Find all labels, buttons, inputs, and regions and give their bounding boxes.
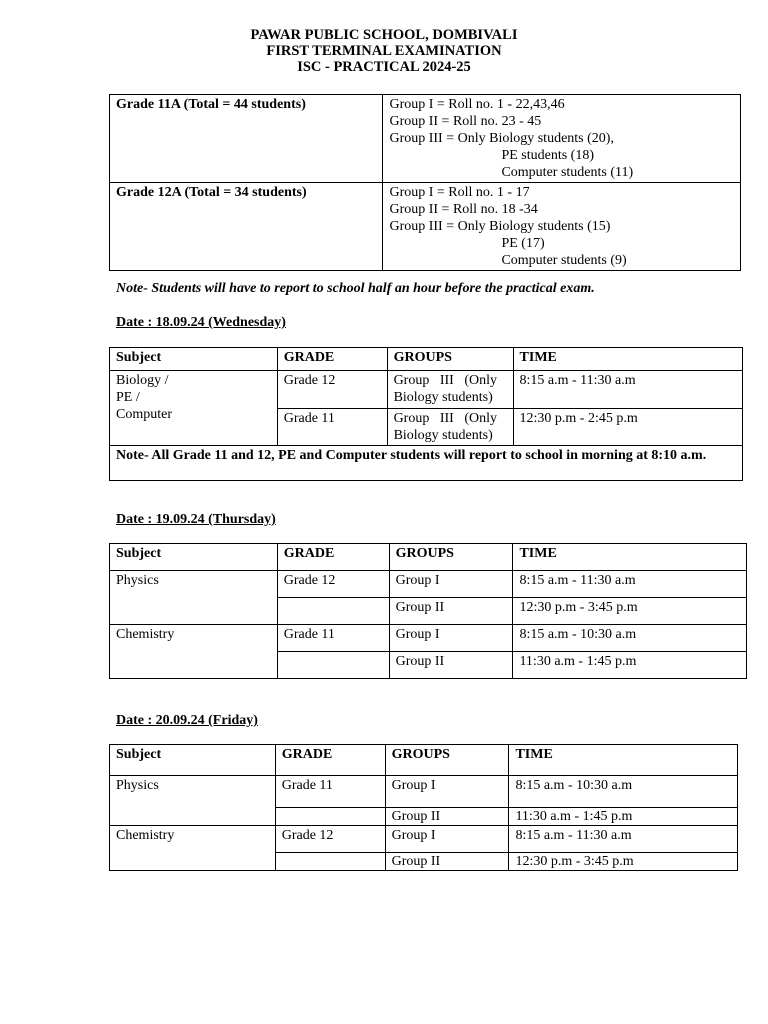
- date-heading: Date : 20.09.24 (Friday): [116, 713, 258, 728]
- group-line: Group II = Roll no. 23 - 45: [389, 114, 542, 129]
- group-cell: Group II: [389, 598, 513, 625]
- col-grade: GRADE: [277, 348, 387, 371]
- group-cell: [387, 371, 513, 409]
- time-cell: 12:30 p.m - 2:45 p.m: [513, 409, 742, 446]
- table-note-row: [110, 446, 743, 481]
- grade-cell: [277, 652, 389, 679]
- group-line: Group III (Only: [393, 411, 497, 426]
- group-cell: Group I: [385, 826, 509, 853]
- table-header-row: [110, 348, 743, 371]
- grade-cell: Grade 11: [277, 409, 387, 446]
- subject-cell: Physics: [110, 776, 276, 826]
- group-line: Computer students (9): [501, 253, 627, 268]
- table-header-row: [110, 745, 738, 776]
- subject-cell: Physics: [110, 571, 278, 625]
- table-row: [110, 95, 741, 183]
- schedule-table-day2: [109, 543, 747, 679]
- group-line: PE (17): [501, 236, 545, 251]
- col-subject: Subject: [110, 745, 276, 776]
- group-line: PE students (18): [501, 148, 595, 163]
- group-line: Group III (Only: [393, 373, 497, 388]
- date-heading: Date : 18.09.24 (Wednesday): [116, 315, 286, 330]
- exam-title: FIRST TERMINAL EXAMINATION: [266, 43, 502, 59]
- time-cell: 8:15 a.m - 11:30 a.m: [513, 571, 747, 598]
- grade-cell: Grade 11: [277, 625, 389, 652]
- grade11-groups: [383, 95, 741, 183]
- group-line: Group I = Roll no. 1 - 17: [389, 185, 530, 200]
- grade-cell: Grade 12: [277, 371, 387, 409]
- group-cell: Group II: [389, 652, 513, 679]
- col-groups: GROUPS: [385, 745, 509, 776]
- document-header: [0, 27, 768, 75]
- time-cell: 11:30 a.m - 1:45 p.m: [513, 652, 747, 679]
- table-header-row: [110, 544, 747, 571]
- date-heading: Date : 19.09.24 (Thursday): [116, 512, 276, 527]
- time-cell: 12:30 p.m - 3:45 p.m: [513, 598, 747, 625]
- grade-cell: Grade 12: [275, 826, 385, 853]
- table-row: [110, 776, 738, 808]
- col-groups: GROUPS: [389, 544, 513, 571]
- col-subject: Subject: [110, 348, 278, 371]
- col-time: TIME: [513, 348, 742, 371]
- grade-cell: [275, 808, 385, 826]
- practical-title: ISC - PRACTICAL 2024-25: [297, 59, 471, 75]
- time-cell: 8:15 a.m - 11:30 a.m: [509, 826, 738, 853]
- group-line: Computer students (11): [501, 165, 634, 180]
- table-row: [110, 183, 741, 271]
- grade11-label: Grade 11A (Total = 44 students): [110, 95, 383, 183]
- col-grade: GRADE: [277, 544, 389, 571]
- schedule-table-day1: [109, 347, 743, 481]
- group-line: Biology students): [393, 428, 493, 443]
- group-line: Group I = Roll no. 1 - 22,43,46: [389, 97, 565, 112]
- grade-cell: Grade 11: [275, 776, 385, 808]
- group-cell: [387, 409, 513, 446]
- morning-note: Note- All Grade 11 and 12, PE and Computer students will report to school in morning at 8:10 a.m.: [110, 446, 743, 481]
- grade12-groups: [383, 183, 741, 271]
- group-line: Biology students): [393, 390, 493, 405]
- school-name: PAWAR PUBLIC SCHOOL, DOMBIVALI: [250, 27, 518, 43]
- grade-cell: Grade 12: [277, 571, 389, 598]
- subject-cell: Chemistry: [110, 826, 276, 871]
- groups-table: [109, 94, 741, 271]
- grade-cell: [277, 598, 389, 625]
- group-cell: Group II: [385, 853, 509, 871]
- group-cell: Group I: [385, 776, 509, 808]
- grade-cell: [275, 853, 385, 871]
- time-cell: 8:15 a.m - 10:30 a.m: [509, 776, 738, 808]
- col-time: TIME: [513, 544, 747, 571]
- grade12-label: Grade 12A (Total = 34 students): [110, 183, 383, 271]
- table-row: [110, 571, 747, 598]
- group-cell: Group I: [389, 571, 513, 598]
- col-grade: GRADE: [275, 745, 385, 776]
- time-cell: 8:15 a.m - 10:30 a.m: [513, 625, 747, 652]
- table-row: [110, 826, 738, 853]
- time-cell: 12:30 p.m - 3:45 p.m: [509, 853, 738, 871]
- group-line: Group II = Roll no. 18 -34: [389, 202, 538, 217]
- group-cell: Group II: [385, 808, 509, 826]
- subject-line: PE /: [116, 390, 140, 405]
- time-cell: 8:15 a.m - 11:30 a.m: [513, 371, 742, 409]
- table-row: [110, 371, 743, 409]
- subject-cell: Chemistry: [110, 625, 278, 679]
- col-time: TIME: [509, 745, 738, 776]
- group-line: Group III = Only Biology students (15): [389, 219, 611, 234]
- col-subject: Subject: [110, 544, 278, 571]
- group-line: Group III = Only Biology students (20),: [389, 131, 614, 146]
- time-cell: 11:30 a.m - 1:45 p.m: [509, 808, 738, 826]
- subject-line: Biology /: [116, 373, 169, 388]
- schedule-table-day3: [109, 744, 738, 871]
- col-groups: GROUPS: [387, 348, 513, 371]
- group-cell: Group I: [389, 625, 513, 652]
- report-note: Note- Students will have to report to school half an hour before the practical exam.: [116, 281, 595, 296]
- table-row: [110, 625, 747, 652]
- subject-line: Computer: [116, 407, 172, 422]
- subject-cell: [110, 371, 278, 446]
